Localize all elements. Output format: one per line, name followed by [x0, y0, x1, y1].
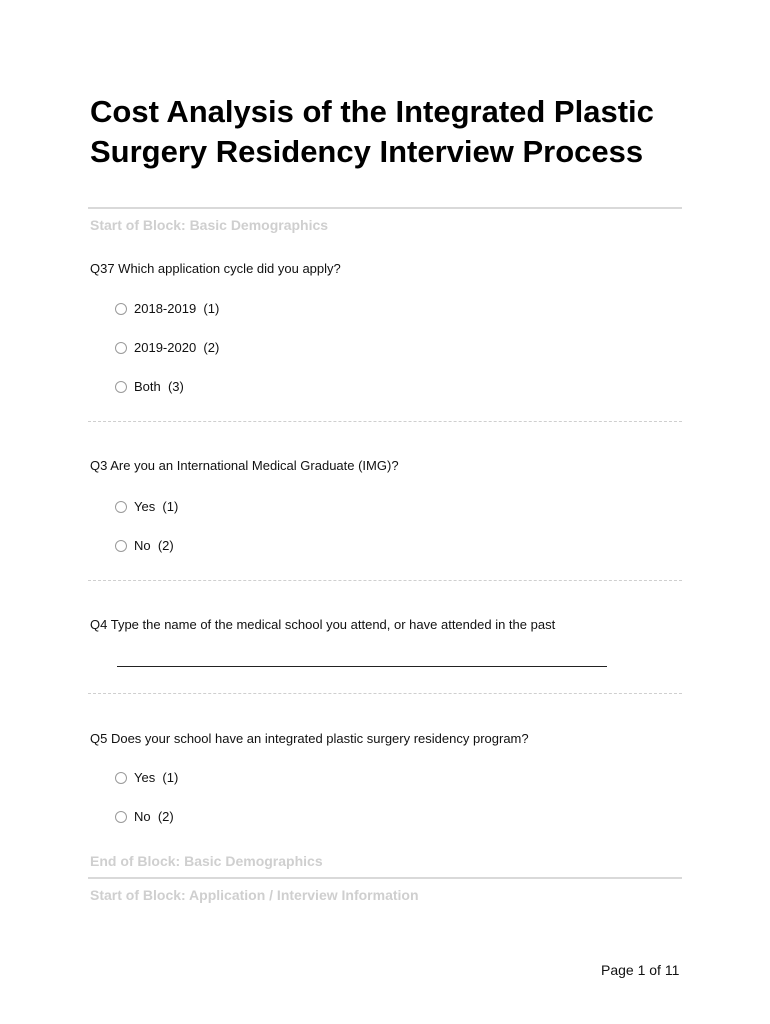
option-label: Yes (1): [134, 499, 179, 514]
radio-button-icon[interactable]: [115, 772, 127, 784]
option-radio[interactable]: [115, 770, 178, 785]
question-q5: Q5 Does your school have an integrated plastic surgery residency program?: [90, 731, 529, 746]
question-separator: [88, 421, 682, 422]
radio-button-icon[interactable]: [115, 381, 127, 393]
document-title: Cost Analysis of the Integrated Plastic Surgery Residency Interview Process: [90, 94, 654, 169]
block-divider: [88, 207, 682, 209]
radio-button-icon[interactable]: [115, 342, 127, 354]
radio-button-icon[interactable]: [115, 811, 127, 823]
radio-button-icon[interactable]: [115, 540, 127, 552]
question-q4: Q4 Type the name of the medical school you attend, or have attended in the past: [90, 617, 556, 632]
option-radio[interactable]: [115, 809, 174, 824]
block-start-label: Start of Block: Application / Interview Information: [90, 887, 419, 903]
radio-button-icon[interactable]: [115, 303, 127, 315]
option-radio[interactable]: [115, 301, 219, 316]
option-radio[interactable]: [115, 538, 174, 553]
question-separator: [88, 693, 682, 694]
option-label: 2018-2019 (1): [134, 301, 220, 316]
question-q37: Q37 Which application cycle did you apply?: [90, 261, 341, 276]
option-label: No (2): [134, 809, 174, 824]
option-label: 2019-2020 (2): [134, 340, 220, 355]
block-divider: [88, 877, 682, 879]
text-answer-field[interactable]: [117, 666, 607, 667]
option-label: Both (3): [134, 379, 184, 394]
option-radio[interactable]: [115, 499, 178, 514]
page-indicator: Page 1 of 11: [601, 962, 680, 978]
option-label: No (2): [134, 538, 174, 553]
option-label: Yes (1): [134, 770, 179, 785]
radio-button-icon[interactable]: [115, 501, 127, 513]
block-end-label: End of Block: Basic Demographics: [90, 853, 323, 869]
option-radio[interactable]: [115, 379, 184, 394]
question-q3: Q3 Are you an International Medical Graduate (IMG)?: [90, 458, 399, 473]
option-radio[interactable]: [115, 340, 219, 355]
block-start-label: Start of Block: Basic Demographics: [90, 217, 329, 233]
question-separator: [88, 580, 682, 581]
